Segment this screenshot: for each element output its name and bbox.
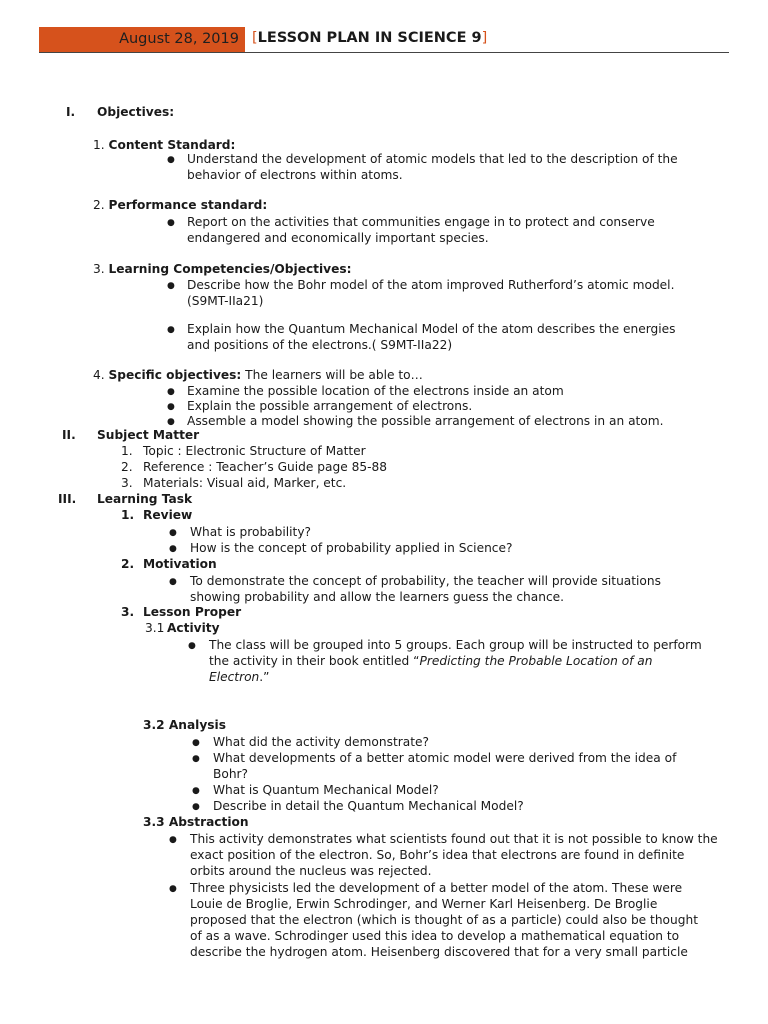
review-num: 1. [121,508,135,522]
performance-standard-line-2: endangered and economically important species. [187,231,489,245]
bullet-icon: ● [167,155,175,165]
subject-item-num: 3. [121,476,133,490]
content-standard-line-1: Understand the development of atomic models that led to the description of the [187,152,678,166]
analysis-question-3: What is Quantum Mechanical Model? [213,783,439,797]
bullet-icon: ● [167,417,175,427]
lesson-proper-num: 3. [121,605,135,619]
specific-objective-1: Examine the possible location of the electrons inside an atom [187,384,564,398]
specific-objectives-heading: 4. Specific objectives: The learners will be able to… [93,368,423,382]
review-question-2: How is the concept of probability applied in Science? [190,541,513,555]
activity-line-1: The class will be grouped into 5 groups. Each group will be instructed to perform [209,638,702,652]
content-standard-heading: 1. Content Standard: [93,138,236,152]
review-heading: Review [143,508,193,522]
analysis-question-2-line-1: What developments of a better atomic model were derived from the idea of [213,751,677,765]
section-num-iii: III. [58,492,77,506]
bullet-icon: ● [169,884,177,894]
competency-2-line-2: and positions of the electrons.( S9MT-IIa22) [187,338,453,352]
performance-standard-line-1: Report on the activities that communities engage in to protect and conserve [187,215,655,229]
section-subject-matter-heading: Subject Matter [97,428,200,442]
review-question-1: What is probability? [190,525,311,539]
analysis-question-2-line-2: Bohr? [213,767,249,781]
competency-1-line-2: (S9MT-IIa21) [187,294,264,308]
activity-heading: Activity [167,621,220,635]
header-date-box [39,27,245,53]
bullet-icon: ● [169,544,177,554]
specific-objective-2: Explain the possible arrangement of electrons. [187,399,473,413]
lesson-proper-heading: Lesson Proper [143,605,242,619]
subject-item-num: 2. [121,460,133,474]
abstraction-2-line-3: proposed that the electron (which is thought of as a particle) could also be thought [190,913,698,927]
document-title: [LESSON PLAN IN SCIENCE 9] [252,30,488,46]
analysis-heading: 3.2 Analysis [143,718,226,732]
bullet-icon: ● [192,802,200,812]
motivation-heading: Motivation [143,557,217,571]
competencies-heading: 3. Learning Competencies/Objectives: [93,262,352,276]
bullet-icon: ● [167,218,175,228]
subject-item-materials: Materials: Visual aid, Marker, etc. [143,476,347,490]
bullet-icon: ● [167,402,175,412]
performance-standard-heading: 2. Performance standard: [93,198,268,212]
content-standard-line-2: behavior of electrons within atoms. [187,168,403,182]
specific-objective-3: Assemble a model showing the possible arrangement of electrons in an atom. [187,414,664,428]
subject-item-topic: Topic : Electronic Structure of Matter [143,444,366,458]
abstraction-heading: 3.3 Abstraction [143,815,249,829]
activity-line-3: Electron.” [209,670,270,684]
abstraction-2-line-2: Louie de Broglie, Erwin Schrodinger, and Werner Karl Heisenberg. De Broglie [190,897,658,911]
abstraction-1-line-1: This activity demonstrates what scientists found out that it is not possible to know the [190,832,718,846]
bullet-icon: ● [169,577,177,587]
motivation-line-2: showing probability and allow the learners guess the chance. [190,590,565,604]
abstraction-2-line-1: Three physicists led the development of a better model of the atom. These were [190,881,683,895]
analysis-question-1: What did the activity demonstrate? [213,735,429,749]
motivation-line-1: To demonstrate the concept of probability, the teacher will provide situations [190,574,661,588]
abstraction-2-line-4: of as a wave. Schrodinger used this idea to develop a mathematical equation to [190,929,680,943]
activity-line-2: the activity in their book entitled “Predicting the Probable Location of an [209,654,653,668]
bullet-icon: ● [192,754,200,764]
analysis-question-4: Describe in detail the Quantum Mechanical Model? [213,799,524,813]
bullet-icon: ● [167,325,175,335]
header-rule [39,52,729,53]
bullet-icon: ● [188,641,196,651]
section-num-ii: II. [62,428,76,442]
bullet-icon: ● [167,387,175,397]
section-learning-task-heading: Learning Task [97,492,193,506]
bullet-icon: ● [192,738,200,748]
abstraction-1-line-2: exact position of the electron. So, Bohr’s idea that electrons are found in definite [190,848,685,862]
bullet-icon: ● [192,786,200,796]
bullet-icon: ● [169,528,177,538]
subject-item-reference: Reference : Teacher’s Guide page 85-88 [143,460,387,474]
bullet-icon: ● [167,281,175,291]
motivation-num: 2. [121,557,135,571]
competency-1-line-1: Describe how the Bohr model of the atom improved Rutherford’s atomic model. [187,278,675,292]
section-num-i: I. [66,105,76,119]
activity-num: 3.1 [145,621,165,635]
abstraction-1-line-3: orbits around the nucleus was rejected. [190,864,432,878]
header-date: August 28, 2019 [119,31,239,47]
bullet-icon: ● [169,835,177,845]
competency-2-line-1: Explain how the Quantum Mechanical Model of the atom describes the energies [187,322,676,336]
section-objectives-heading: Objectives: [97,105,175,119]
subject-item-num: 1. [121,444,133,458]
abstraction-2-line-5: describe the hydrogen atom. Heisenberg discovered that for a very small particle [190,945,688,959]
